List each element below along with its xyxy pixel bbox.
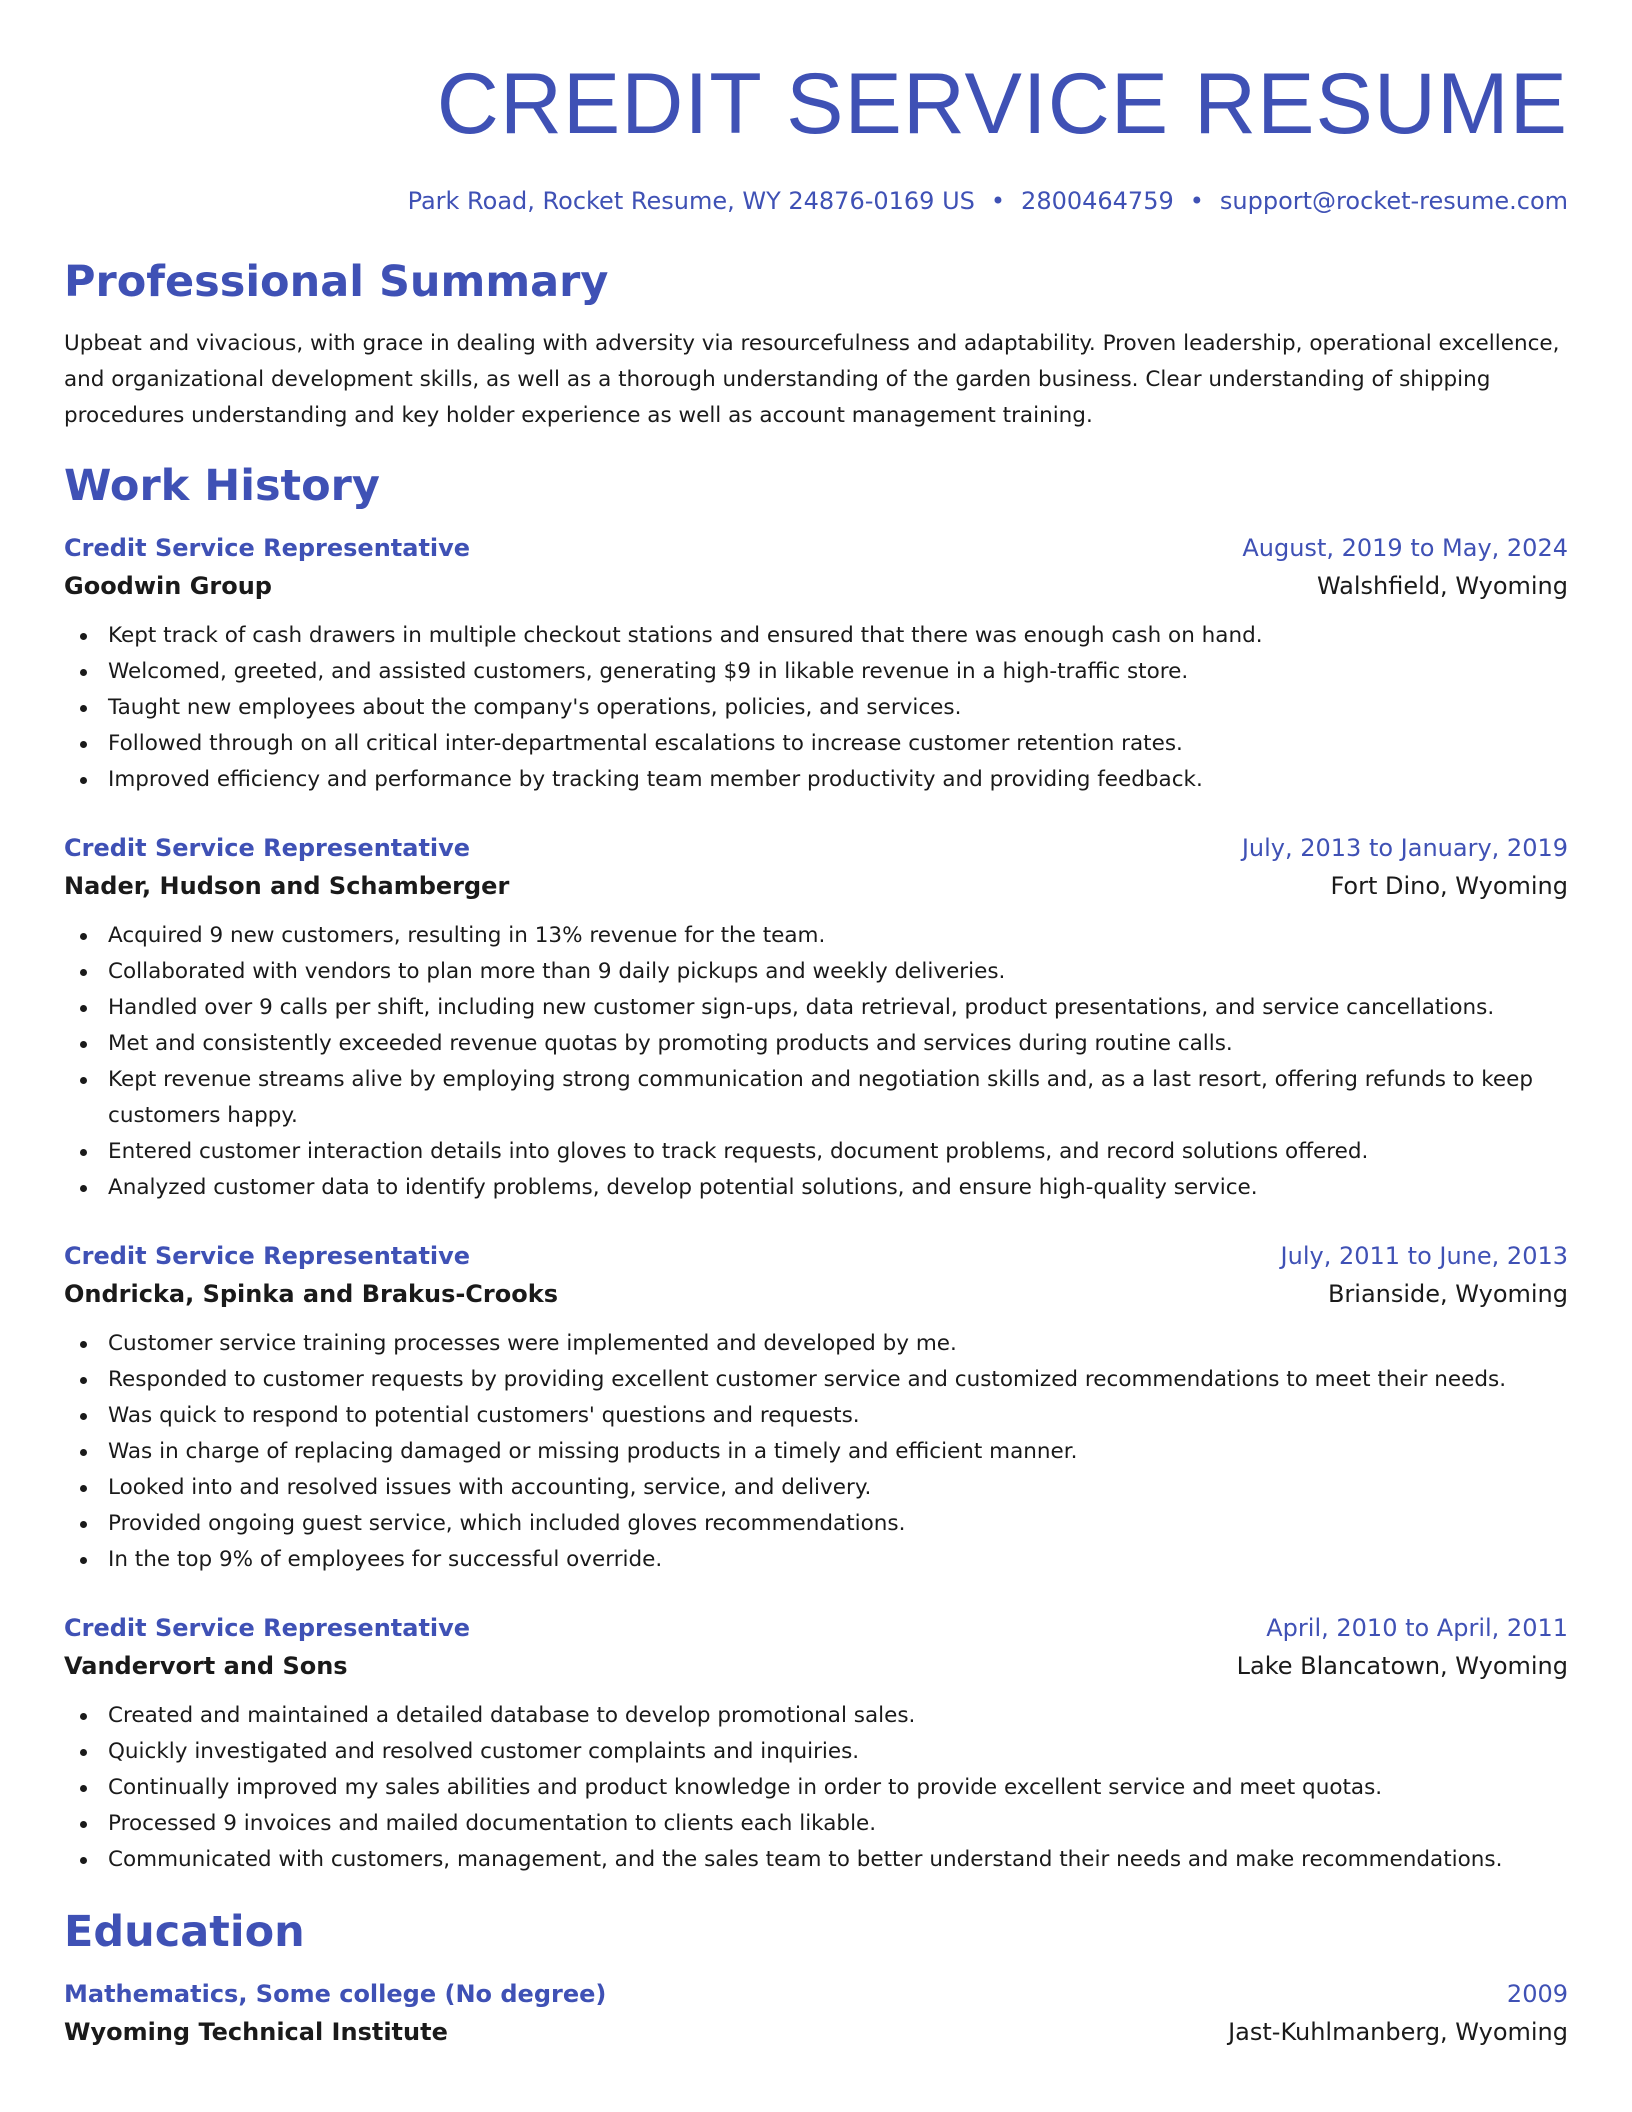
- job-bullet: Was quick to respond to potential customers' questions and requests.: [64, 1398, 1568, 1434]
- job-role: Credit Service Representative: [64, 1242, 471, 1270]
- job-header-row: [64, 1610, 1568, 1646]
- job-bullet: In the top 9% of employees for successful override.: [64, 1542, 1568, 1578]
- job-bullet: Welcomed, greeted, and assisted customers, generating $9 in likable revenue in a high-traffic store.: [64, 654, 1568, 690]
- job-company: Goodwin Group: [64, 572, 272, 600]
- job-dates: July, 2011 to June, 2013: [1280, 1242, 1568, 1270]
- job-bullet: Was in charge of replacing damaged or missing products in a timely and efficient manner.: [64, 1434, 1568, 1470]
- summary-text: Upbeat and vivacious, with grace in dealing with adversity via resourcefulness and adaptability. Proven leadership, operational excellence, and organizational development skills, as well as a thorough understanding of the garden business. Clear understanding of shipping procedures understanding and key holder experience as well as account management training.: [64, 331, 1560, 428]
- job-role: Credit Service Representative: [64, 534, 471, 562]
- job-role: Credit Service Representative: [64, 1614, 471, 1642]
- job-bullet: Handled over 9 calls per shift, including new customer sign-ups, data retrieval, product presentations, and service cancellations.: [64, 990, 1568, 1026]
- job-company-row: [64, 866, 1568, 906]
- job-bullet: Provided ongoing guest service, which included gloves recommendations.: [64, 1506, 1568, 1542]
- job-header-row: [64, 1238, 1568, 1274]
- contact-separator: •: [1189, 187, 1204, 215]
- contact-address: Park Road, Rocket Resume, WY 24876-0169 US: [407, 187, 975, 215]
- job-company: Nader, Hudson and Schamberger: [64, 872, 510, 900]
- resume-title: CREDIT SERVICE RESUME: [436, 56, 1568, 152]
- job-header-row: [64, 530, 1568, 566]
- job-entry: [64, 530, 1568, 798]
- contact-line: [64, 186, 1568, 216]
- job-entry: [64, 1610, 1568, 1878]
- job-company-row: [64, 1274, 1568, 1314]
- job-location: Lake Blancatown, Wyoming: [1236, 1652, 1568, 1680]
- job-bullets: [64, 618, 1568, 798]
- education-school-row: [64, 2012, 1568, 2052]
- job-bullet: Collaborated with vendors to plan more than 9 daily pickups and weekly deliveries.: [64, 954, 1568, 990]
- job-bullet: Communicated with customers, management, and the sales team to better understand their needs and make recommendations.: [64, 1842, 1568, 1878]
- education-entry: [64, 1976, 1568, 2052]
- job-dates: July, 2013 to January, 2019: [1241, 834, 1568, 862]
- education-location: Jast-Kuhlmanberg, Wyoming: [1228, 2018, 1568, 2046]
- education-header-row: [64, 1976, 1568, 2012]
- job-bullet: Taught new employees about the company's operations, policies, and services.: [64, 690, 1568, 726]
- summary-heading: Professional Summary: [64, 257, 609, 307]
- job-bullet: Kept revenue streams alive by employing strong communication and negotiation skills and, as a last resort, offering refunds to keep customers happy.: [64, 1062, 1568, 1134]
- job-bullet: Met and consistently exceeded revenue quotas by promoting products and services during routine calls.: [64, 1026, 1568, 1062]
- education-school: Wyoming Technical Institute: [64, 2018, 448, 2046]
- job-location: Fort Dino, Wyoming: [1330, 872, 1568, 900]
- job-bullet: Analyzed customer data to identify problems, develop potential solutions, and ensure high-quality service.: [64, 1170, 1568, 1206]
- work-history-heading: Work History: [64, 461, 380, 511]
- job-bullets: [64, 918, 1568, 1206]
- contact-email[interactable]: support@rocket-resume.com: [1219, 187, 1568, 215]
- job-bullet: Customer service training processes were implemented and developed by me.: [64, 1326, 1568, 1362]
- job-company-row: [64, 566, 1568, 606]
- job-bullet: Followed through on all critical inter-departmental escalations to increase customer retention rates.: [64, 726, 1568, 762]
- contact-phone: 2800464759: [1021, 187, 1174, 215]
- job-bullet: Responded to customer requests by providing excellent customer service and customized recommendations to meet their needs.: [64, 1362, 1568, 1398]
- job-entry: [64, 1238, 1568, 1578]
- job-bullets: [64, 1326, 1568, 1578]
- job-company: Ondricka, Spinka and Brakus-Crooks: [64, 1280, 558, 1308]
- job-entry: [64, 830, 1568, 1206]
- job-bullet: Looked into and resolved issues with accounting, service, and delivery.: [64, 1470, 1568, 1506]
- job-dates: April, 2010 to April, 2011: [1266, 1614, 1568, 1642]
- education-heading: Education: [64, 1907, 305, 1957]
- job-company-row: [64, 1646, 1568, 1686]
- job-bullets: [64, 1698, 1568, 1878]
- job-bullet: Kept track of cash drawers in multiple checkout stations and ensured that there was enough cash on hand.: [64, 618, 1568, 654]
- education-year: 2009: [1506, 1980, 1568, 2008]
- job-role: Credit Service Representative: [64, 834, 471, 862]
- job-bullet: Continually improved my sales abilities and product knowledge in order to provide excellent service and meet quotas.: [64, 1770, 1568, 1806]
- job-company: Vandervort and Sons: [64, 1652, 348, 1680]
- education-degree: Mathematics, Some college (No degree): [64, 1980, 607, 2008]
- job-header-row: [64, 830, 1568, 866]
- contact-separator: •: [990, 187, 1006, 215]
- education-list: [64, 1976, 1568, 2052]
- job-bullet: Created and maintained a detailed database to develop promotional sales.: [64, 1698, 1568, 1734]
- job-location: Walshfield, Wyoming: [1316, 572, 1568, 600]
- job-location: Brianside, Wyoming: [1327, 1280, 1568, 1308]
- job-bullet: Acquired 9 new customers, resulting in 13% revenue for the team.: [64, 918, 1568, 954]
- job-dates: August, 2019 to May, 2024: [1242, 534, 1568, 562]
- job-bullet: Quickly investigated and resolved customer complaints and inquiries.: [64, 1734, 1568, 1770]
- job-bullet: Processed 9 invoices and mailed documentation to clients each likable.: [64, 1806, 1568, 1842]
- job-bullet: Improved efficiency and performance by tracking team member productivity and providing feedback.: [64, 762, 1568, 798]
- work-history-list: [64, 530, 1568, 1878]
- job-bullet: Entered customer interaction details into gloves to track requests, document problems, and record solutions offered.: [64, 1134, 1568, 1170]
